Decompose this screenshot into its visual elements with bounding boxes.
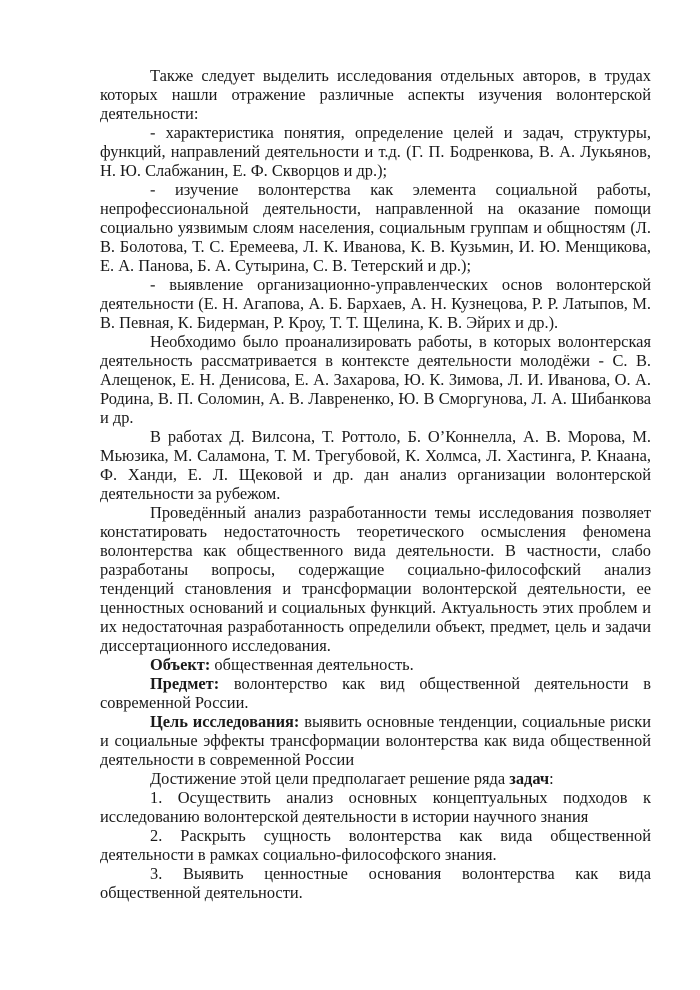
- object-text: общественная деятельность.: [210, 655, 414, 674]
- tasks-intro-colon: :: [549, 769, 554, 788]
- paragraph-bullet-characteristics: - характеристика понятия, определение целей и задач, структуры, функций, направлений деятельности и т.д. (Г. П. Бодренкова, В. А. Лукьянов, Н. Ю. Слабжанин, Е. Ф. Скворцов и др.);: [100, 123, 651, 180]
- paragraph-analysis: Проведённый анализ разработанности темы исследования позволяет констатировать недостаточность теоретического осмысления феномена волонтерства как общественного вида деятельности. В частности, слабо разработаны вопросы, содержащие социально-философский анализ тенденций становления и трансформации волонтерской деятельности, ее ценностных оснований и социальных функций. Актуальность этих проблем и их недостаточная разработанность определили объект, предмет, цель и задачи диссертационного исследования.: [100, 503, 651, 655]
- paragraph-subject: [100, 674, 651, 712]
- paragraph-tasks-intro: [100, 769, 651, 788]
- paragraph-bullet-social-work: - изучение волонтерства как элемента социальной работы, непрофессиональной деятельности, направленной на оказание помощи социально уязвимым слоям населения, социальным группам и общностям (Л. В. Болотова, Т. С. Еремеева, Л. К. Иванова, К. В. Кузьмин, И. Ю. Менщикова, Е. А. Панова, Б. А. Сутырина, С. В. Тетерский и др.);: [100, 180, 651, 275]
- tasks-intro-bold: задач: [509, 769, 550, 788]
- paragraph-goal: [100, 712, 651, 769]
- goal-text: выявить основные тенденции, социальные риски и социальные эффекты трансформации волонтерства как вида общественной деятельности в современной России: [100, 712, 651, 769]
- subject-label: Предмет:: [150, 674, 220, 693]
- paragraph-foreign: В работах Д. Вилсона, Т. Роттоло, Б. О’Коннелла, А. В. Морова, М. Мьюзика, М. Саламона, Т. М. Трегубовой, К. Холмса, Л. Хастинга, Р. Кнаана, Ф. Ханди, Е. Л. Щековой и др. дан анализ организации волонтерской деятельности за рубежом.: [100, 427, 651, 503]
- tasks-intro-text: Достижение этой цели предполагает решение ряда: [150, 769, 510, 788]
- subject-text: волонтерство как вид общественной деятельности в современной России.: [100, 674, 651, 712]
- paragraph-intro: Также следует выделить исследования отдельных авторов, в трудах которых нашли отражение различные аспекты изучения волонтерской деятельности:: [100, 66, 651, 123]
- task-item-2: 2. Раскрыть сущность волонтерства как вида общественной деятельности в рамках социально-философского знания.: [100, 826, 651, 864]
- paragraph-object: [100, 655, 651, 674]
- task-item-3: 3. Выявить ценностные основания волонтерства как вида общественной деятельности.: [100, 864, 651, 902]
- object-label: Объект:: [150, 655, 211, 674]
- goal-label: Цель исследования:: [150, 712, 300, 731]
- paragraph-youth: Необходимо было проанализировать работы, в которых волонтерская деятельность рассматривается в контексте деятельности молодёжи - С. В. Алещенок, Е. Н. Денисова, Е. А. Захарова, Ю. К. Зимова, Л. И. Иванова, О. А. Родина, В. П. Соломин, А. В. Лаврененко, Ю. В Сморгунова, Л. А. Шибанкова и др.: [100, 332, 651, 427]
- task-item-1: 1. Осуществить анализ основных концептуальных подходов к исследованию волонтерской деятельности в истории научного знания: [100, 788, 651, 826]
- paragraph-bullet-organizational: - выявление организационно-управленческих основ волонтерской деятельности (Е. Н. Агапова, А. Б. Бархаев, А. Н. Кузнецова, Р. Р. Латыпов, М. В. Певная, К. Бидерман, Р. Кроу, Т. Т. Щелина, К. В. Эйрих и др.).: [100, 275, 651, 332]
- document-page: [100, 66, 651, 902]
